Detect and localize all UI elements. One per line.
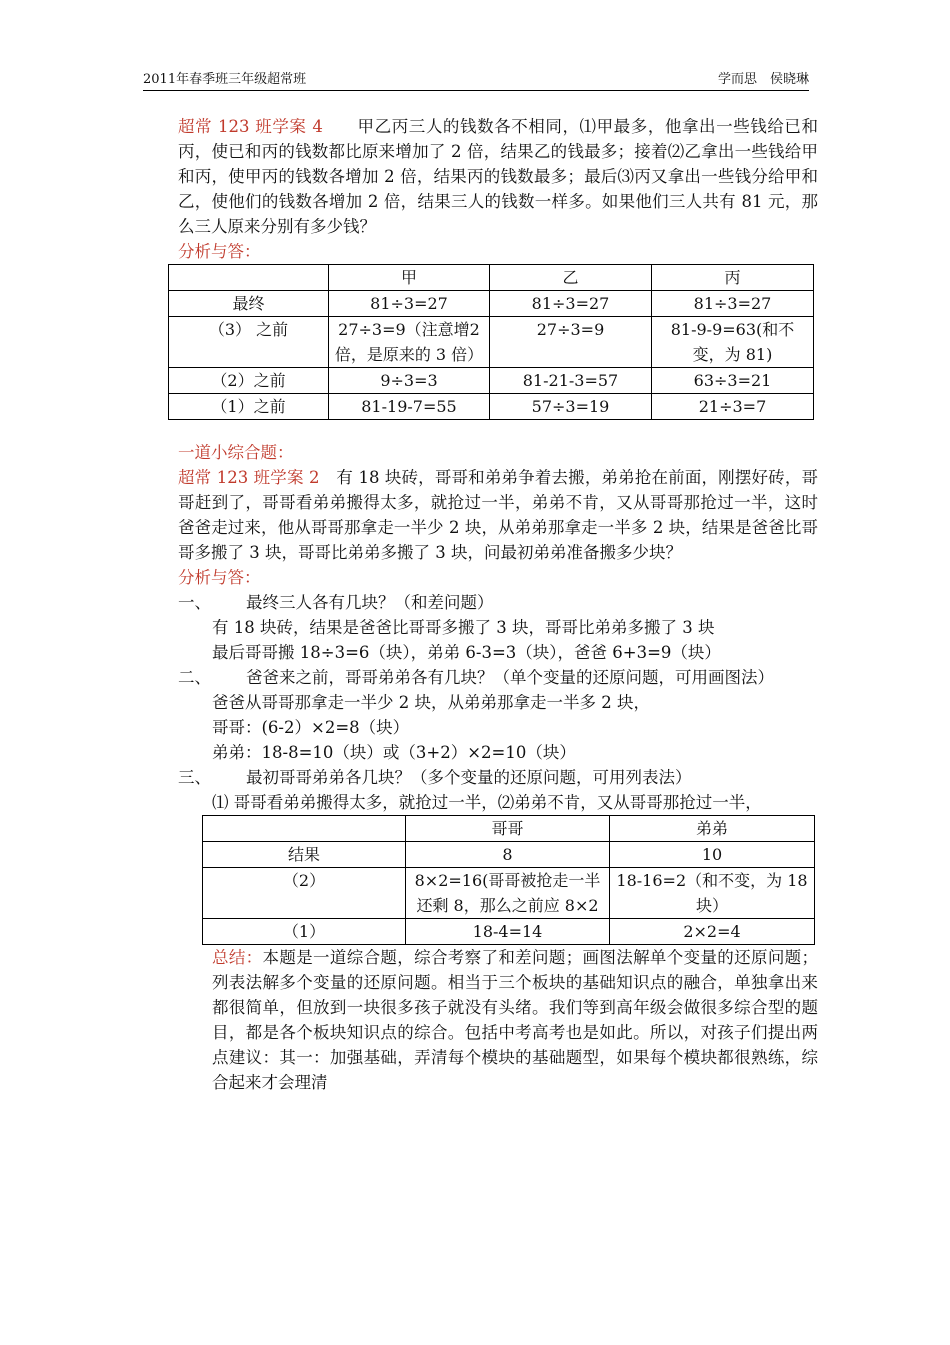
table-cell: 81÷3=27 — [329, 291, 490, 317]
table-cell: 57÷3=19 — [490, 394, 652, 420]
table-cell: （1）之前 — [169, 394, 329, 420]
step3-heading — [178, 765, 818, 790]
table-row — [203, 842, 815, 868]
table-cell: （3） 之前 — [169, 317, 329, 368]
table-cell: （2） — [203, 868, 406, 919]
table-header-cell — [203, 816, 406, 842]
summary-text: 本题是一道综合题，综合考察了和差问题；画图法解单个变量的还原问题；列表法解多个变量的还原问题。相当于三个板块的基础知识点的融合，单独拿出来都很简单，但放到一块很多孩子就没有头绪。我们等到高年级会做很多综合型的题目，都是各个板块知识点的综合。包括中考高考也是如此。所以，对孩子们提出两点建议：其一：加强基础，弄清每个模块的基础题型，如果每个模块都很熟练，综合起来才会理清 — [212, 948, 819, 1092]
table-row — [169, 394, 814, 420]
problem2-text: 有 18 块砖，哥哥和弟弟争着去搬，弟弟抢在前面，刚摆好砖，哥哥赶到了，哥哥看弟弟搬得太多，就抢过一半，弟弟不肯，又从哥哥那抢过一半，这时爸爸走过来，他从哥哥那拿走一半少 2 块，从弟弟那拿走一半多 2 块，结果是爸爸比哥哥多搬了 3 块，哥哥比弟弟多搬了 3 块，问最初弟弟准备搬多少块？ — [178, 468, 818, 562]
table-header-cell: 哥哥 — [406, 816, 610, 842]
document-body — [178, 114, 818, 1095]
step2-title: 爸爸来之前，哥哥弟弟各有几块？（单个变量的还原问题，可用画图法） — [246, 668, 774, 687]
step1-line: 最后哥哥搬 18÷3=6（块），弟弟 6-3=3（块），爸爸 6+3=9（块） — [212, 643, 721, 662]
table-header-cell — [169, 265, 329, 291]
problem1-statement — [178, 114, 818, 239]
problem1-analysis-label: 分析与答： — [178, 242, 261, 261]
table-header-cell: 弟弟 — [610, 816, 815, 842]
problem2-statement — [178, 465, 818, 565]
step1-heading — [178, 590, 818, 615]
table-header-row — [203, 816, 815, 842]
table-cell: 8×2=16(哥哥被抢走一半还剩 8，那么之前应 8×2 — [406, 868, 610, 919]
summary-paragraph — [178, 945, 818, 1095]
problem2-label: 超常 123 班学案 2 — [178, 468, 320, 487]
step2-line: 爸爸从哥哥那拿走一半少 2 块，从弟弟那拿走一半多 2 块， — [212, 693, 650, 712]
table-cell: 27÷3=9（注意增2 倍，是原来的 3 倍） — [329, 317, 490, 368]
table-row — [169, 317, 814, 368]
table-row — [203, 919, 815, 945]
step2-heading — [178, 665, 818, 690]
table-cell: （2）之前 — [169, 368, 329, 394]
table-cell: 结果 — [203, 842, 406, 868]
problem1-label: 超常 123 班学案 4 — [178, 117, 323, 136]
table-cell: 9÷3=3 — [329, 368, 490, 394]
table-cell: 最终 — [169, 291, 329, 317]
header-course: 2011年春季班三年级超常班 — [143, 72, 307, 87]
step2-line: 哥哥：(6-2）×2=8（块） — [212, 718, 410, 737]
problem1-table — [168, 264, 814, 420]
step2-line: 弟弟：18-8=10（块）或（3+2）×2=10（块） — [212, 743, 576, 762]
step3-number: 三、 — [178, 768, 211, 787]
table-row — [169, 368, 814, 394]
step3-line: ⑴ 哥哥看弟弟搬得太多，就抢过一半，⑵弟弟不肯，又从哥哥那抢过一半， — [212, 793, 762, 812]
summary-label: 总结： — [212, 948, 263, 967]
table-cell: 27÷3=9 — [490, 317, 652, 368]
table-cell: 2×2=4 — [610, 919, 815, 945]
table-header-row — [169, 265, 814, 291]
header-author: 学而思 侯晓琳 — [717, 72, 809, 87]
table-cell: 18-4=14 — [406, 919, 610, 945]
table-cell: 81÷3=27 — [490, 291, 652, 317]
step2-number: 二、 — [178, 668, 211, 687]
table-cell: 81÷3=27 — [652, 291, 814, 317]
table-row — [203, 868, 815, 919]
step1-line: 有 18 块砖，结果是爸爸比哥哥多搬了 3 块，哥哥比弟弟多搬了 3 块 — [212, 618, 715, 637]
table-row — [169, 291, 814, 317]
step1-title: 最终三人各有几块？（和差问题） — [246, 593, 494, 612]
problem2-analysis-label: 分析与答： — [178, 568, 261, 587]
table-cell: 10 — [610, 842, 815, 868]
table-cell: 81-9-9=63(和不变，为 81) — [652, 317, 814, 368]
table-cell: 81-21-3=57 — [490, 368, 652, 394]
table-header-cell: 甲 — [329, 265, 490, 291]
problem1-text: 甲乙丙三人的钱数各不相同，⑴甲最多，他拿出一些钱给已和丙，使已和丙的钱数都比原来增加了 2 倍，结果乙的钱最多；接着⑵乙拿出一些钱给甲和丙，使甲丙的钱数各增加 2 倍，结果丙的钱数最多；最后⑶丙又拿出一些钱分给甲和乙，使他们的钱数各增加 2 倍，结果三人的钱数一样多。如果他们三人共有 81 元，那么三人原来分别有多少钱？ — [178, 117, 818, 236]
table-header-cell: 乙 — [490, 265, 652, 291]
page-header — [143, 68, 809, 91]
table-header-cell: 丙 — [652, 265, 814, 291]
table-cell: 63÷3=21 — [652, 368, 814, 394]
problem2-table — [202, 815, 815, 945]
step1-number: 一、 — [178, 593, 211, 612]
table-cell: 18-16=2（和不变，为 18 块） — [610, 868, 815, 919]
table-cell: （1） — [203, 919, 406, 945]
section2-title: 一道小综合题： — [178, 443, 294, 462]
table-cell: 21÷3=7 — [652, 394, 814, 420]
table-cell: 8 — [406, 842, 610, 868]
table-cell: 81-19-7=55 — [329, 394, 490, 420]
step3-title: 最初哥哥弟弟各几块？（多个变量的还原问题，可用列表法） — [246, 768, 692, 787]
